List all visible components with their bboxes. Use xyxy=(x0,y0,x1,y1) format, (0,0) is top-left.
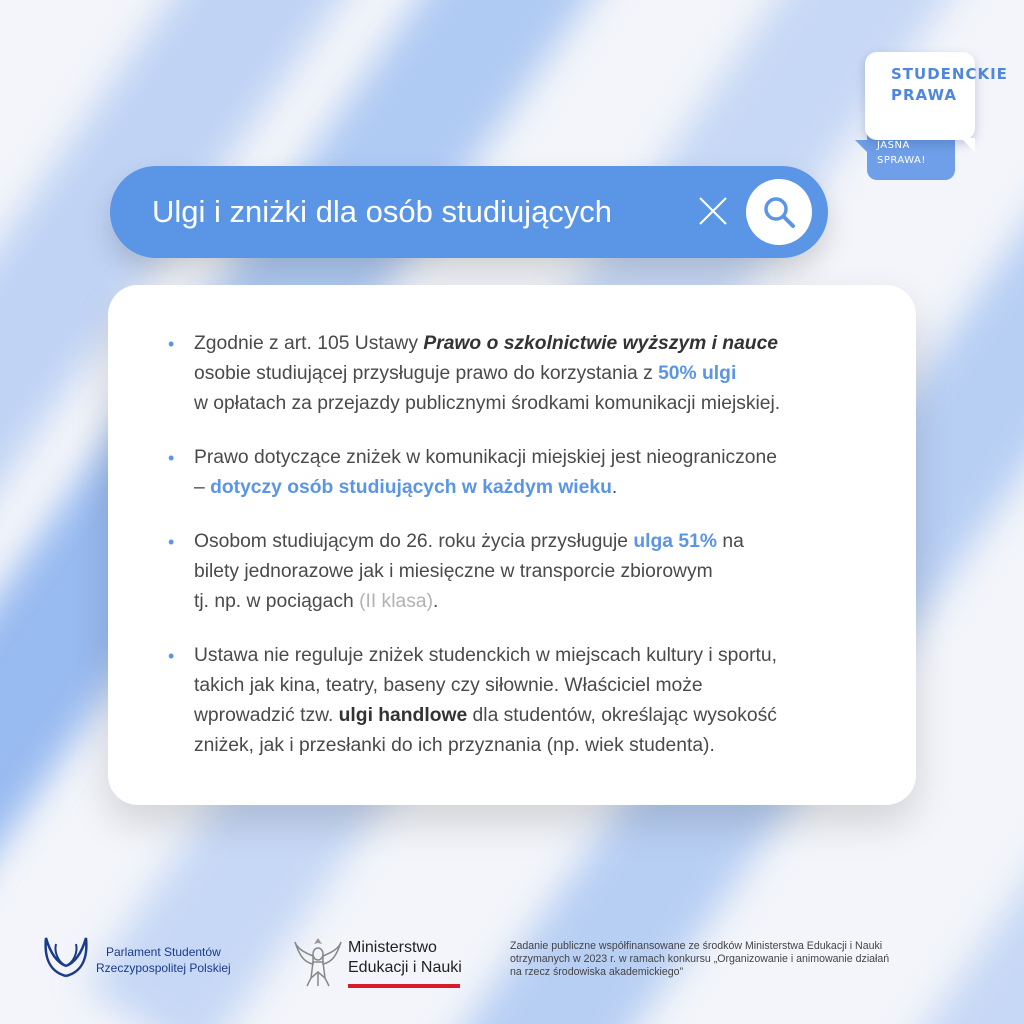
ministry-name xyxy=(348,938,462,978)
item-text: wprowadzić tzw. xyxy=(194,705,339,726)
item-line: zniżek, jak i przesłanki do ich przyznania (np. wiek studenta). xyxy=(194,735,715,756)
badge-subtitle-text xyxy=(877,138,926,168)
funding-notice xyxy=(510,940,980,979)
list-item xyxy=(168,443,888,503)
highlight-text: ulga 51% xyxy=(633,531,717,552)
item-text: na xyxy=(716,531,744,552)
search-icon xyxy=(761,194,797,230)
search-bar[interactable] xyxy=(110,166,828,258)
bullet-icon: • xyxy=(168,334,175,354)
list-item xyxy=(168,641,888,761)
funding-line: Zadanie publiczne współfinansowane ze środków Ministerstwa Edukacji i Nauki xyxy=(510,940,883,952)
item-line: takich jak kina, teatry, baseny czy siłownie. Właściciel może xyxy=(194,675,703,696)
item-line xyxy=(194,527,888,557)
psrp-logo-icon xyxy=(40,932,92,985)
item-text: dla studentów, określając wysokość xyxy=(467,705,777,726)
content-card xyxy=(108,285,916,805)
psrp-name xyxy=(96,944,231,976)
bullet-icon: • xyxy=(168,646,175,666)
item-text: osobie studiującej przysługuje prawo do korzystania z xyxy=(194,363,659,384)
bubble-tail xyxy=(961,138,975,152)
polish-eagle-icon xyxy=(293,934,343,993)
funding-line: na rzecz środowiska akademickiego” xyxy=(510,966,684,978)
item-text: tj. np. w pociągach xyxy=(194,591,360,612)
item-line: w opłatach za przejazdy publicznymi środkami komunikacji miejskiej. xyxy=(194,393,781,414)
highlight-text: dotyczy osób studiujących w każdym wieku xyxy=(210,477,612,498)
footer xyxy=(0,920,1024,1000)
item-line xyxy=(194,359,888,389)
bubble-tail xyxy=(855,140,869,154)
item-text: Zgodnie z art. 105 Ustawy xyxy=(194,333,424,354)
ministry-name-line: Ministerstwo xyxy=(348,939,437,956)
studenckie-prawa-badge xyxy=(845,52,1008,182)
psrp-name-line: Rzeczypospolitej Polskiej xyxy=(96,961,231,975)
badge-title-line: PRAWA xyxy=(891,86,957,104)
badge-subtitle-line: SPRAWA! xyxy=(877,155,926,166)
search-query[interactable]: Ulgi i zniżki dla osób studiujących xyxy=(152,194,613,229)
item-line: Prawo dotyczące zniżek w komunikacji miejskiej jest nieograniczone xyxy=(194,447,777,468)
badge-subtitle-line: JASNA xyxy=(877,140,910,151)
item-line xyxy=(194,587,888,617)
bold-text: ulgi handlowe xyxy=(338,705,468,726)
item-text: Osobom studiującym do 26. roku życia przysługuje xyxy=(194,531,634,552)
law-title: Prawo o szkolnictwie wyższym i nauce xyxy=(423,333,779,354)
item-text: . xyxy=(433,591,439,612)
muted-text: (II klasa) xyxy=(359,591,433,612)
ministry-red-underline xyxy=(348,984,460,988)
list-item xyxy=(168,527,888,617)
bullet-list xyxy=(168,329,888,785)
ministry-name-line: Edukacji i Nauki xyxy=(348,959,462,976)
item-line xyxy=(194,701,888,731)
search-button[interactable] xyxy=(746,179,812,245)
funding-line: otrzymanych w 2023 r. w ramach konkursu „Organizowanie i animowanie działań xyxy=(510,953,890,965)
close-icon[interactable] xyxy=(695,193,731,229)
psrp-name-line: Parlament Studentów xyxy=(106,945,221,959)
item-text: – xyxy=(194,477,211,498)
item-line xyxy=(194,473,888,503)
badge-title xyxy=(891,64,1008,106)
bullet-icon: • xyxy=(168,448,175,468)
item-line: bilety jednorazowe jak i miesięczne w transporcie zbiorowym xyxy=(194,561,713,582)
bullet-icon: • xyxy=(168,532,175,552)
highlight-text: 50% ulgi xyxy=(658,363,737,384)
list-item xyxy=(168,329,888,419)
item-text: . xyxy=(611,477,618,498)
item-line: Ustawa nie reguluje zniżek studenckich w miejscach kultury i sportu, xyxy=(194,645,777,666)
item-line xyxy=(194,329,888,359)
badge-title-line: STUDENCKIE xyxy=(891,65,1008,83)
